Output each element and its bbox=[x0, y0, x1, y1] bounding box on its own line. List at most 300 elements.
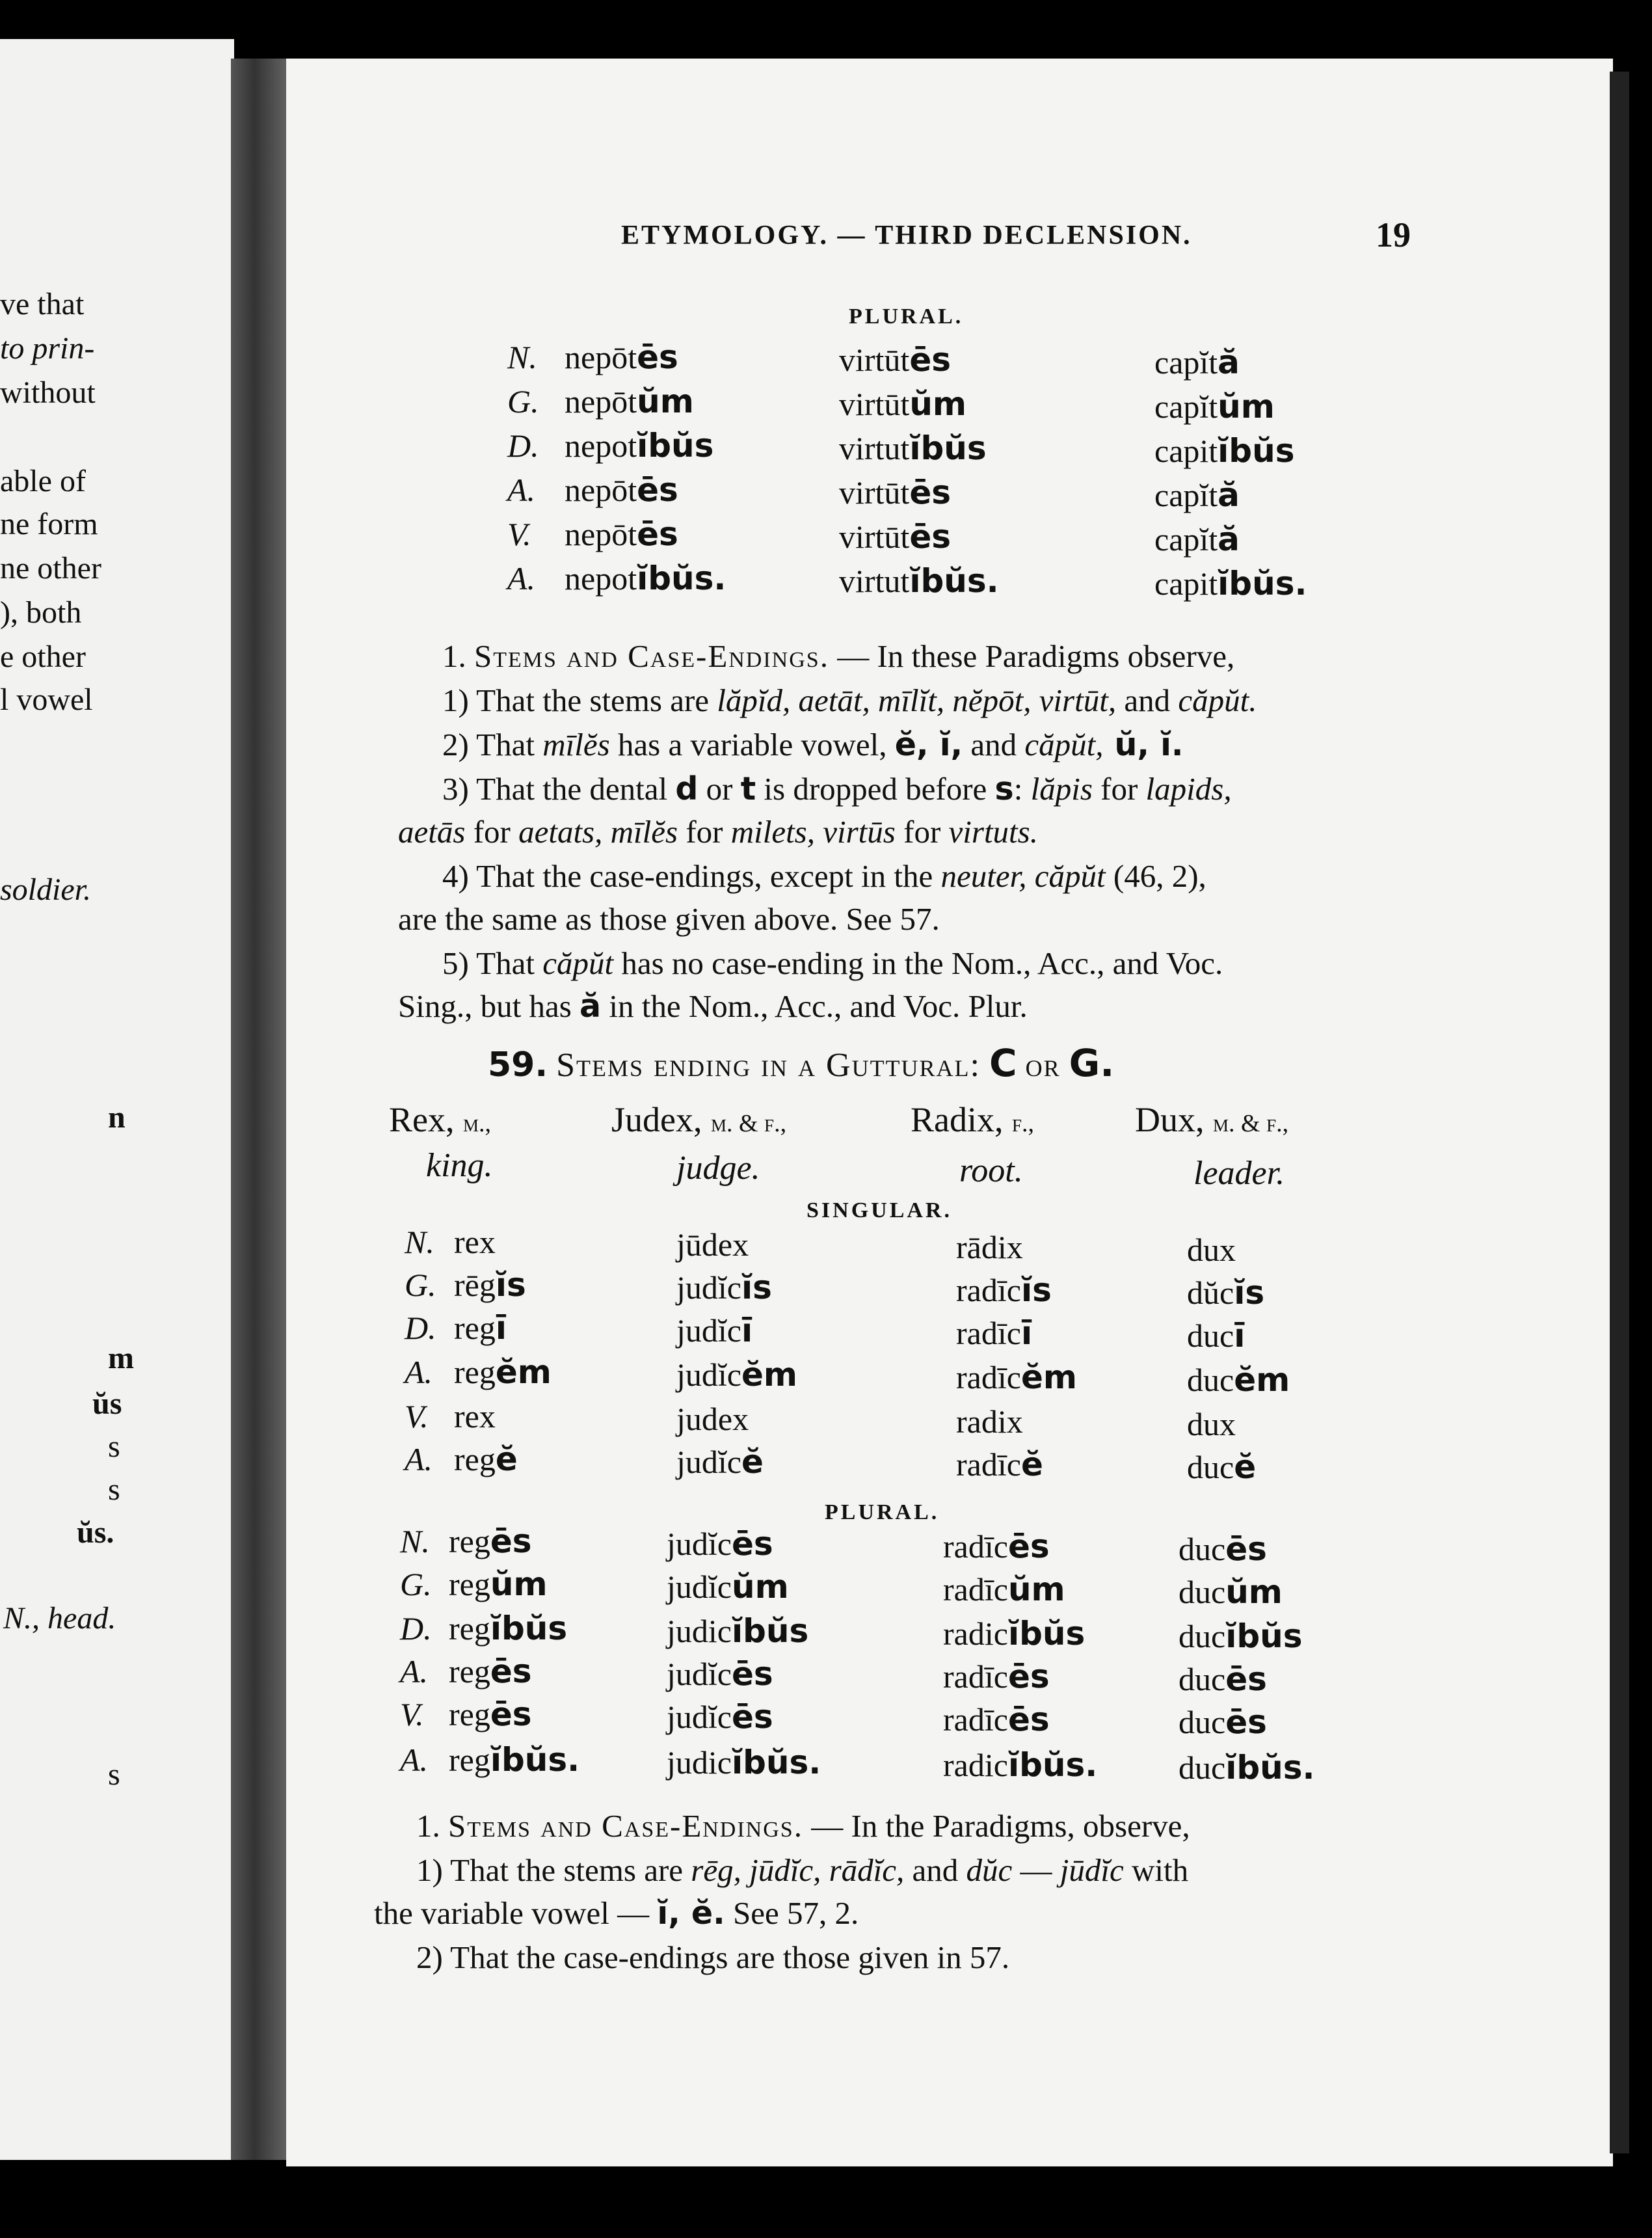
text: has a variable vowel, bbox=[609, 727, 895, 762]
case-label: N. bbox=[405, 1224, 434, 1260]
form-cell bbox=[956, 1446, 1043, 1483]
form-cell bbox=[943, 1615, 1085, 1652]
stem: dŭc bbox=[1187, 1274, 1234, 1311]
form-cell bbox=[1179, 1660, 1267, 1698]
letter: C bbox=[989, 1041, 1017, 1085]
form-cell bbox=[449, 1652, 532, 1690]
stem: judĭc bbox=[667, 1656, 732, 1692]
stem: capĭt bbox=[1154, 477, 1218, 513]
stem: virtūt bbox=[839, 474, 910, 511]
note-number: 1. bbox=[442, 638, 466, 674]
stem: reg bbox=[449, 1610, 490, 1647]
text: Sing., but has bbox=[398, 988, 580, 1024]
text: or bbox=[698, 771, 741, 807]
text: is dropped before bbox=[756, 771, 995, 807]
note-2-item-1-cont bbox=[374, 1894, 859, 1932]
facing-page-fragment: s bbox=[108, 1429, 120, 1464]
stem: jūdĭc bbox=[1059, 1852, 1124, 1888]
stem: judĭc bbox=[676, 1312, 741, 1349]
form-cell bbox=[1179, 1703, 1267, 1741]
stem: duc bbox=[1187, 1449, 1234, 1485]
ending: ĕm bbox=[741, 1356, 797, 1394]
form-cell bbox=[1179, 1617, 1303, 1655]
gloss: judge. bbox=[676, 1150, 760, 1187]
word: aetats, bbox=[518, 814, 603, 850]
text: has no case-ending in the Nom., Acc., and Voc. bbox=[613, 945, 1223, 981]
ending: ŭm bbox=[909, 385, 967, 423]
noun-heading bbox=[389, 1099, 491, 1140]
ending: ŭm bbox=[731, 1568, 789, 1606]
note-1-item-4-cont: are the same as those given above. See 57. bbox=[398, 901, 940, 937]
letter: t bbox=[740, 770, 756, 807]
ending: ă bbox=[1218, 520, 1240, 558]
form-cell bbox=[1154, 432, 1294, 470]
form-cell bbox=[667, 1655, 773, 1693]
running-title: ETYMOLOGY. — THIRD DECLENSION. bbox=[621, 221, 1192, 250]
stem: nepōt bbox=[565, 383, 637, 420]
text: 1) That the stems are bbox=[416, 1852, 691, 1888]
ending: ĕ bbox=[741, 1443, 764, 1481]
letter: ă bbox=[580, 988, 602, 1025]
form-cell bbox=[1154, 388, 1275, 425]
stem: reg bbox=[454, 1310, 496, 1346]
stem: virtūt bbox=[839, 342, 910, 378]
plural-label: PLURAL. bbox=[825, 1500, 940, 1524]
form-cell bbox=[449, 1695, 532, 1733]
stem: radic bbox=[943, 1615, 1008, 1652]
form-cell bbox=[676, 1400, 749, 1438]
stem: capit bbox=[1154, 433, 1218, 469]
note-1-item-5 bbox=[442, 945, 1223, 982]
note-1-item-3-cont bbox=[398, 813, 1038, 850]
text: for bbox=[465, 814, 519, 850]
form-cell bbox=[454, 1266, 526, 1304]
form-cell bbox=[943, 1658, 1050, 1695]
stem: virtūt bbox=[839, 386, 910, 422]
facing-page-fragment: m bbox=[108, 1341, 134, 1375]
text: the variable vowel — bbox=[374, 1895, 658, 1931]
ending: ī bbox=[495, 1309, 507, 1347]
form-cell bbox=[956, 1403, 1023, 1440]
case-label: A. bbox=[400, 1742, 429, 1778]
form-cell bbox=[1154, 344, 1240, 381]
stem: radīc bbox=[956, 1272, 1021, 1308]
form-cell bbox=[1154, 476, 1240, 514]
ending: ēs bbox=[1007, 1658, 1050, 1695]
form-cell bbox=[667, 1525, 773, 1563]
text: 2) That bbox=[442, 727, 543, 762]
word: mīlĕs bbox=[542, 727, 610, 762]
stem: reg bbox=[449, 1742, 490, 1778]
note-1-heading bbox=[442, 638, 1234, 675]
page-number: 19 bbox=[1376, 215, 1411, 254]
note-2-heading bbox=[416, 1807, 1190, 1844]
ending: ēs bbox=[731, 1525, 773, 1563]
text: See 57, 2. bbox=[725, 1895, 859, 1931]
word: mīlĕs bbox=[610, 814, 678, 850]
case-label: G. bbox=[405, 1267, 436, 1303]
stem: capit bbox=[1154, 565, 1218, 602]
word: aetās bbox=[398, 814, 466, 850]
stem: judic bbox=[667, 1744, 732, 1781]
case-label: N. bbox=[507, 339, 537, 375]
form-cell bbox=[454, 1223, 496, 1261]
word: virtūs bbox=[823, 814, 896, 850]
form-cell bbox=[1154, 520, 1240, 558]
stem: judex bbox=[676, 1401, 749, 1437]
form-cell bbox=[1187, 1274, 1264, 1312]
stem: reg bbox=[454, 1354, 496, 1390]
ending: ĕm bbox=[1234, 1361, 1290, 1399]
note-1-item-1 bbox=[442, 682, 1257, 719]
ending: ĭbŭs bbox=[909, 429, 987, 467]
form-cell bbox=[667, 1612, 808, 1650]
stem: radīc bbox=[943, 1658, 1008, 1695]
ending: ĭbŭs. bbox=[731, 1744, 821, 1781]
stem: duc bbox=[1179, 1749, 1226, 1786]
ending: ī bbox=[1234, 1317, 1246, 1355]
ending: ĭbŭs bbox=[637, 427, 714, 465]
ending: ĭbŭs bbox=[1218, 432, 1295, 470]
form-cell bbox=[943, 1701, 1050, 1738]
stem: dux bbox=[1187, 1406, 1236, 1442]
ending: ĭbŭs. bbox=[1218, 565, 1307, 602]
form-cell bbox=[839, 474, 951, 511]
facing-page-fragment: ne other bbox=[0, 551, 101, 586]
form-cell bbox=[676, 1226, 749, 1263]
note-text: — In these Paradigms observe, bbox=[837, 638, 1235, 674]
stem: judĭc bbox=[676, 1356, 741, 1393]
form-cell bbox=[676, 1356, 797, 1394]
facing-page-fragment: ŭs. bbox=[77, 1515, 114, 1550]
stem: rēg bbox=[454, 1267, 496, 1303]
form-cell bbox=[454, 1309, 507, 1347]
form-cell bbox=[449, 1565, 548, 1603]
word: căpŭt, bbox=[1024, 727, 1104, 762]
stem: rex bbox=[454, 1398, 496, 1435]
note-2-item-1 bbox=[416, 1852, 1188, 1889]
facing-page-fragment: s bbox=[108, 1472, 120, 1507]
text: or bbox=[1025, 1047, 1061, 1084]
plural-label: PLURAL. bbox=[849, 304, 964, 329]
facing-page-fragment: n bbox=[108, 1100, 126, 1135]
form-cell bbox=[943, 1528, 1050, 1565]
ending: ŭm bbox=[637, 383, 694, 420]
noun: Rex, bbox=[389, 1100, 455, 1139]
stem: duc bbox=[1179, 1531, 1226, 1567]
form-cell bbox=[1187, 1361, 1290, 1399]
stem: duc bbox=[1187, 1362, 1234, 1398]
vowels: ĭ, ĕ. bbox=[657, 1894, 725, 1932]
ending: ĭbŭs. bbox=[1225, 1749, 1315, 1786]
ending: ĭs bbox=[741, 1269, 772, 1306]
form-cell bbox=[839, 429, 987, 467]
ending: ēs bbox=[637, 515, 678, 553]
ending: ĕ bbox=[1234, 1448, 1257, 1486]
text: and bbox=[1116, 682, 1179, 718]
form-cell bbox=[667, 1698, 773, 1736]
form-cell bbox=[839, 341, 951, 379]
ending: ĕ bbox=[495, 1440, 518, 1478]
stem: radīc bbox=[956, 1446, 1021, 1483]
text bbox=[815, 814, 823, 850]
form-cell bbox=[667, 1568, 789, 1606]
form-cell bbox=[956, 1271, 1052, 1309]
note-1-item-2 bbox=[442, 726, 1184, 763]
case-label: V. bbox=[405, 1398, 429, 1435]
book-gutter bbox=[231, 59, 289, 2160]
word: căpŭt bbox=[542, 945, 614, 981]
form-cell bbox=[839, 518, 951, 556]
form-cell bbox=[667, 1744, 821, 1781]
ending: ĭbŭs bbox=[1007, 1615, 1086, 1652]
form-cell bbox=[1154, 565, 1307, 602]
text: 1) That the stems are bbox=[442, 682, 717, 718]
letter: d bbox=[675, 770, 699, 807]
stem: virtūt bbox=[839, 519, 910, 555]
facing-page-fragment: able of bbox=[0, 464, 86, 498]
gender: f., bbox=[1012, 1110, 1035, 1137]
text: for bbox=[678, 814, 731, 850]
stem: radīc bbox=[956, 1359, 1021, 1395]
form-cell bbox=[454, 1440, 518, 1478]
ending: ĕ bbox=[1020, 1446, 1043, 1483]
facing-page-fragment: l vowel bbox=[0, 682, 93, 717]
ending: ĭs bbox=[1020, 1271, 1052, 1309]
stem: capĭt bbox=[1154, 388, 1218, 425]
form-cell bbox=[565, 515, 678, 553]
stem: radīc bbox=[956, 1315, 1021, 1351]
vowels: ĕ, ĭ, bbox=[894, 726, 963, 763]
ending: ĭbŭs. bbox=[1007, 1746, 1098, 1784]
stem: duc bbox=[1187, 1317, 1234, 1354]
word: virtuts. bbox=[948, 814, 1038, 850]
letter: G. bbox=[1069, 1041, 1115, 1085]
stem: duc bbox=[1179, 1574, 1226, 1610]
form-cell bbox=[565, 471, 678, 509]
stem: radīc bbox=[943, 1528, 1008, 1565]
form-cell bbox=[1187, 1231, 1236, 1269]
text: and bbox=[904, 1852, 966, 1888]
case-label: D. bbox=[405, 1310, 436, 1346]
ending: ēs bbox=[731, 1655, 773, 1693]
note-2-item-2: 2) That the case-endings are those given in 57. bbox=[416, 1939, 1010, 1975]
case-label: A. bbox=[507, 560, 536, 597]
form-cell bbox=[565, 427, 713, 465]
noun-heading bbox=[911, 1099, 1034, 1140]
noun: Dux, bbox=[1135, 1100, 1205, 1139]
stems: rēg, jūdĭc, rādĭc, bbox=[691, 1852, 905, 1888]
ending: ŭm bbox=[1007, 1571, 1065, 1608]
ending: ēs bbox=[637, 338, 678, 376]
text: for bbox=[1092, 771, 1146, 807]
ending: ĭbŭs bbox=[490, 1610, 568, 1647]
ending: ī bbox=[1020, 1314, 1033, 1352]
noun: Judex, bbox=[611, 1100, 702, 1139]
form-cell bbox=[956, 1314, 1032, 1352]
form-cell bbox=[565, 383, 694, 420]
stem: judic bbox=[667, 1613, 732, 1649]
word: neuter, căpŭt bbox=[940, 858, 1106, 894]
stem: nepot bbox=[565, 427, 637, 464]
stem: capĭt bbox=[1154, 521, 1218, 558]
form-cell bbox=[449, 1610, 567, 1647]
stem: judĭc bbox=[667, 1526, 732, 1562]
ending: ēs bbox=[909, 474, 951, 511]
noun-heading bbox=[611, 1099, 786, 1140]
note-1-item-3 bbox=[442, 770, 1232, 807]
form-cell bbox=[1179, 1530, 1267, 1568]
vowels: ŭ, ĭ. bbox=[1103, 726, 1184, 763]
stem: nepōt bbox=[565, 516, 637, 552]
form-cell bbox=[839, 562, 999, 600]
stem: virtut bbox=[839, 430, 910, 466]
stem: radīc bbox=[943, 1571, 1008, 1608]
facing-page-fragment: ve that bbox=[0, 287, 85, 321]
stem: reg bbox=[449, 1653, 490, 1690]
stem: dux bbox=[1187, 1232, 1236, 1268]
text: and bbox=[963, 727, 1025, 762]
ending: ŭm bbox=[490, 1565, 548, 1603]
form-cell bbox=[1179, 1749, 1314, 1786]
form-cell bbox=[449, 1522, 532, 1560]
case-label: N. bbox=[400, 1523, 430, 1559]
text: 5) That bbox=[442, 945, 543, 981]
stem: rex bbox=[454, 1224, 496, 1260]
facing-page-fragment: N., head. bbox=[3, 1601, 116, 1636]
form-cell bbox=[839, 385, 966, 423]
text: — bbox=[1012, 1852, 1060, 1888]
text: 3) That the dental bbox=[442, 771, 676, 807]
stem: judĭc bbox=[667, 1569, 732, 1605]
ending: ă bbox=[1218, 476, 1240, 514]
ending: ēs bbox=[1225, 1660, 1267, 1698]
form-cell bbox=[454, 1353, 552, 1391]
form-cell bbox=[956, 1358, 1077, 1396]
word: milets, bbox=[730, 814, 815, 850]
facing-page-fragment: ŭs bbox=[92, 1386, 122, 1421]
stem: capĭt bbox=[1154, 344, 1218, 381]
form-cell bbox=[1187, 1317, 1245, 1355]
ending: ŭm bbox=[1218, 388, 1275, 425]
stem: dŭc bbox=[966, 1852, 1013, 1888]
ending: ēs bbox=[1225, 1530, 1267, 1568]
stem: radix bbox=[956, 1403, 1023, 1440]
word: lapids, bbox=[1145, 771, 1232, 807]
ending: ă bbox=[1218, 344, 1240, 381]
case-label: G. bbox=[400, 1566, 432, 1602]
form-cell bbox=[449, 1741, 580, 1779]
ending: ēs bbox=[909, 518, 951, 556]
gloss: leader. bbox=[1193, 1155, 1285, 1192]
ending: ēs bbox=[490, 1522, 532, 1560]
gender: m. & f., bbox=[710, 1110, 787, 1137]
text: : bbox=[1013, 771, 1031, 807]
facing-page bbox=[0, 39, 234, 2160]
page-edge bbox=[1610, 72, 1629, 2153]
stem: radīc bbox=[943, 1701, 1008, 1738]
ending: ēs bbox=[1007, 1701, 1050, 1738]
text: in the Nom., Acc., and Voc. Plur. bbox=[601, 988, 1028, 1024]
text: 4) That the case-endings, except in the bbox=[442, 858, 941, 894]
ending: ēs bbox=[1225, 1703, 1267, 1741]
ending: ēs bbox=[909, 341, 951, 379]
facing-page-fragment: ), both bbox=[0, 595, 82, 630]
ending: ĕm bbox=[495, 1353, 552, 1391]
stem: reg bbox=[449, 1566, 490, 1602]
ending: ĭs bbox=[495, 1266, 526, 1304]
ending: ĭbŭs. bbox=[490, 1741, 580, 1779]
stem: duc bbox=[1179, 1618, 1226, 1654]
ending: ēs bbox=[637, 471, 678, 509]
form-cell bbox=[454, 1397, 496, 1435]
gender: m., bbox=[463, 1110, 492, 1137]
ending: ĕm bbox=[1020, 1358, 1077, 1396]
facing-page-fragment: ne form bbox=[0, 507, 98, 541]
stem: virtut bbox=[839, 563, 910, 599]
ending: ŭm bbox=[1225, 1573, 1283, 1611]
ending: ēs bbox=[490, 1652, 532, 1690]
section-59-heading bbox=[488, 1041, 1114, 1085]
case-label: A. bbox=[400, 1653, 429, 1690]
stem: reg bbox=[454, 1441, 496, 1477]
ending: ĭs bbox=[1234, 1274, 1265, 1312]
text: (46, 2), bbox=[1105, 858, 1206, 894]
form-cell bbox=[676, 1269, 772, 1306]
case-label: G. bbox=[507, 383, 539, 420]
stem: judĭc bbox=[667, 1699, 732, 1735]
ending: ēs bbox=[490, 1695, 532, 1733]
text: with bbox=[1123, 1852, 1189, 1888]
stem: rādix bbox=[956, 1229, 1023, 1265]
ending: ĭbŭs. bbox=[909, 562, 999, 600]
ending: ī bbox=[741, 1312, 753, 1349]
noun: Radix, bbox=[911, 1100, 1004, 1139]
stem: radic bbox=[943, 1747, 1008, 1783]
ending: ēs bbox=[731, 1698, 773, 1736]
facing-page-fragment: soldier. bbox=[0, 872, 92, 907]
case-label: V. bbox=[400, 1696, 424, 1732]
section-number: 59. bbox=[488, 1045, 548, 1085]
stem: reg bbox=[449, 1696, 490, 1732]
stem: judĭc bbox=[676, 1444, 741, 1480]
form-cell bbox=[565, 560, 726, 597]
form-cell bbox=[1187, 1448, 1256, 1486]
noun-heading bbox=[1135, 1099, 1288, 1140]
facing-page-fragment: to prin- bbox=[0, 331, 95, 366]
note-title: Stems and Case-Endings. bbox=[474, 638, 829, 674]
ending: ĭbŭs. bbox=[637, 560, 726, 597]
form-cell bbox=[565, 338, 678, 376]
stem: nepōt bbox=[565, 339, 637, 375]
stem: duc bbox=[1179, 1704, 1226, 1740]
form-cell bbox=[1187, 1405, 1236, 1443]
case-label: A. bbox=[507, 472, 536, 508]
note-number: 1. bbox=[416, 1808, 440, 1844]
stem: judĭc bbox=[676, 1269, 741, 1306]
section-title: Stems ending in a Guttural: bbox=[556, 1047, 981, 1084]
facing-page-fragment: e other bbox=[0, 640, 86, 674]
facing-page-fragment: without bbox=[0, 375, 96, 410]
case-label: A. bbox=[405, 1441, 433, 1477]
stem: jūdex bbox=[676, 1226, 749, 1263]
stem: căpŭt. bbox=[1178, 682, 1257, 718]
gloss: root. bbox=[959, 1152, 1023, 1189]
gender: m. & f., bbox=[1213, 1110, 1289, 1137]
form-cell bbox=[943, 1746, 1097, 1784]
stem: nepōt bbox=[565, 472, 637, 508]
form-cell bbox=[1179, 1573, 1283, 1611]
